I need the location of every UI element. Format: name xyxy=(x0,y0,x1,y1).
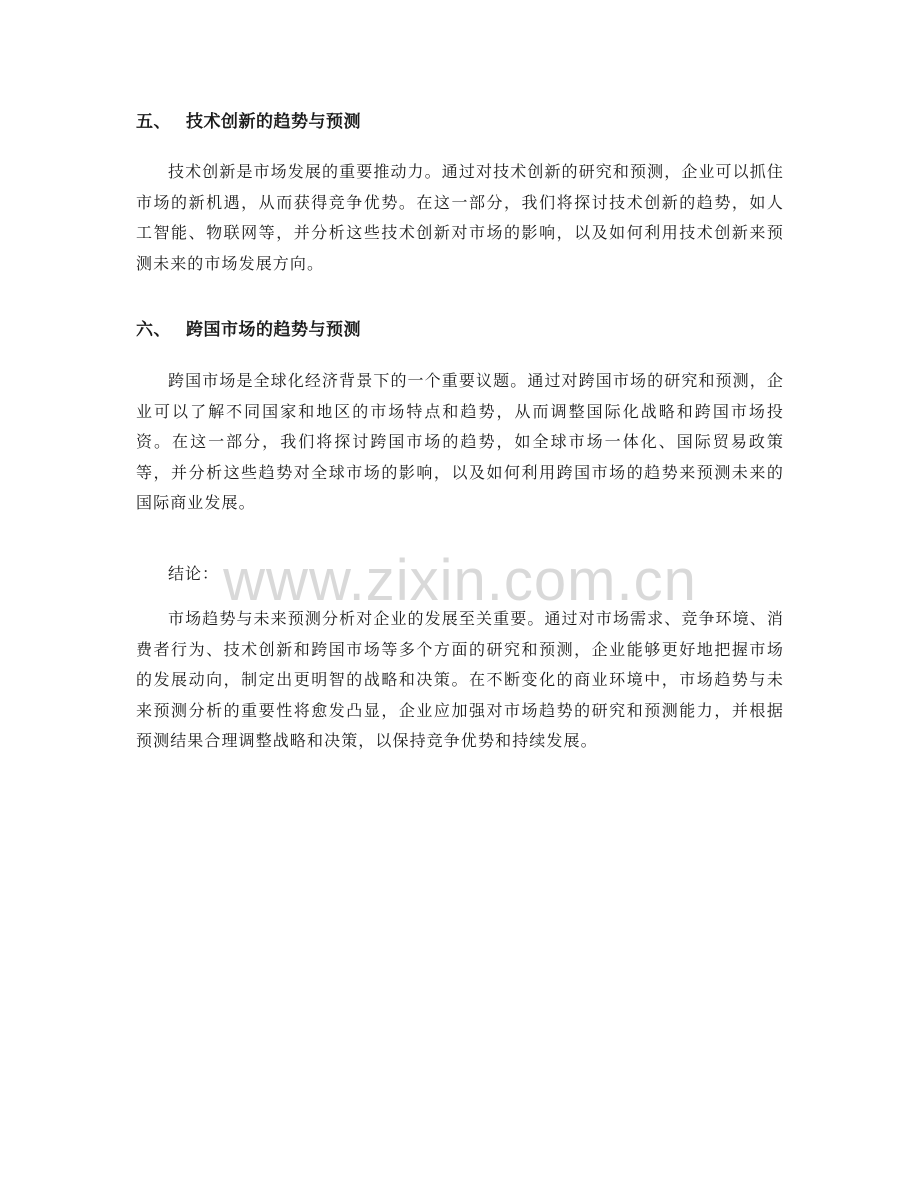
section-6-paragraph: 跨国市场是全球化经济背景下的一个重要议题。通过对跨国市场的研究和预测，企业可以了解不同国家和地区的市场特点和趋势，从而调整国际化战略和跨国市场投资。在这一部分，我们将探讨跨国市场的趋势，如全球市场一体化、国际贸易政策等，并分析这些趋势对全球市场的影响，以及如何利用跨国市场的趋势来预测未来的国际商业发展。 xyxy=(136,371,784,512)
conclusion-label: 结论： xyxy=(168,564,220,583)
section-5-heading xyxy=(136,110,361,134)
section-5-number: 五、 xyxy=(136,112,171,132)
conclusion-paragraph: 市场趋势与未来预测分析对企业的发展至关重要。通过对市场需求、竞争环境、消费者行为、技术创新和跨国市场等多个方面的研究和预测，企业能够更好地把握市场的发展动向，制定出更明智的战略和决策。在不断变化的商业环境中，市场趋势与未来预测分析的重要性将愈发凸显，企业应加强对市场趋势的研究和预测能力，并根据预测结果合理调整战略和决策，以保持竞争优势和持续发展。 xyxy=(136,609,784,750)
section-6-number: 六、 xyxy=(136,320,171,340)
section-5-paragraph: 技术创新是市场发展的重要推动力。通过对技术创新的研究和预测，企业可以抓住市场的新机遇，从而获得竞争优势。在这一部分，我们将探讨技术创新的趋势，如人工智能、物联网等，并分析这些技术创新对市场的影响，以及如何利用技术创新来预测未来的市场发展方向。 xyxy=(136,162,784,273)
section-6-heading xyxy=(136,318,361,342)
watermark: www.zixin.com.cn xyxy=(223,548,697,613)
section-5-title: 技术创新的趋势与预测 xyxy=(186,112,361,132)
section-6-title: 跨国市场的趋势与预测 xyxy=(186,320,361,340)
